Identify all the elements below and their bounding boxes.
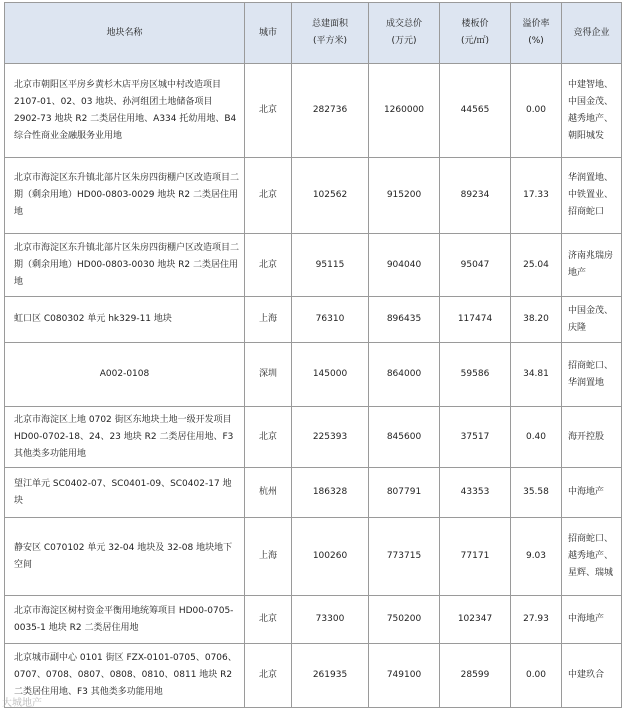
table-row xyxy=(5,407,622,468)
cell-premium: 0.40 xyxy=(511,407,562,468)
cell-premium: 25.04 xyxy=(511,234,562,297)
cell-city: 杭州 xyxy=(245,468,292,518)
cell-winner: 中建智地、中国金茂、越秀地产、朝阳城发 xyxy=(562,64,622,158)
header-area: 总建面积 (平方米) xyxy=(292,3,369,64)
cell-area: 145000 xyxy=(292,343,369,407)
cell-price: 749100 xyxy=(369,644,440,708)
cell-name: 北京市海淀区东升镇北部片区朱房四街棚户区改造项目二期（剩余用地）HD00-0803-0029 地块 R2 二类居住用地 xyxy=(5,158,245,234)
cell-city: 北京 xyxy=(245,158,292,234)
cell-name: 静安区 C070102 单元 32-04 地块及 32-08 地块地下空间 xyxy=(5,518,245,596)
cell-area: 102562 xyxy=(292,158,369,234)
cell-winner: 中国金茂、庆隆 xyxy=(562,297,622,343)
cell-city: 北京 xyxy=(245,407,292,468)
cell-winner: 海开控股 xyxy=(562,407,622,468)
cell-floor-price: 43353 xyxy=(440,468,511,518)
header-winner: 竞得企业 xyxy=(562,3,622,64)
cell-name: 北京市海淀区上地 0702 街区东地块土地一级开发项目 HD00-0702-18、24、23 地块 R2 二类居住用地、F3 其他类多功能用地 xyxy=(5,407,245,468)
cell-floor-price: 117474 xyxy=(440,297,511,343)
header-row xyxy=(5,3,622,64)
cell-premium: 0.00 xyxy=(511,64,562,158)
cell-premium: 0.00 xyxy=(511,644,562,708)
cell-area: 73300 xyxy=(292,596,369,644)
cell-price: 904040 xyxy=(369,234,440,297)
cell-area: 95115 xyxy=(292,234,369,297)
cell-floor-price: 59586 xyxy=(440,343,511,407)
cell-price: 896435 xyxy=(369,297,440,343)
cell-area: 225393 xyxy=(292,407,369,468)
table-row xyxy=(5,343,622,407)
cell-city: 上海 xyxy=(245,518,292,596)
cell-floor-price: 44565 xyxy=(440,64,511,158)
cell-city: 上海 xyxy=(245,297,292,343)
cell-area: 76310 xyxy=(292,297,369,343)
cell-price: 807791 xyxy=(369,468,440,518)
cell-name: A002-0108 xyxy=(5,343,245,407)
cell-name: 望江单元 SC0402-07、SC0401-09、SC0402-17 地块 xyxy=(5,468,245,518)
cell-premium: 27.93 xyxy=(511,596,562,644)
cell-price: 845600 xyxy=(369,407,440,468)
cell-area: 186328 xyxy=(292,468,369,518)
cell-name: 北京市海淀区树村资金平衡用地统筹项目 HD00-0705-0035-1 地块 R2 二类居住用地 xyxy=(5,596,245,644)
cell-floor-price: 37517 xyxy=(440,407,511,468)
header-floor-price: 楼板价 (元/㎡) xyxy=(440,3,511,64)
cell-area: 261935 xyxy=(292,644,369,708)
cell-floor-price: 102347 xyxy=(440,596,511,644)
cell-city: 北京 xyxy=(245,64,292,158)
header-name: 地块名称 xyxy=(5,3,245,64)
cell-city: 北京 xyxy=(245,644,292,708)
cell-floor-price: 77171 xyxy=(440,518,511,596)
cell-price: 750200 xyxy=(369,596,440,644)
cell-winner: 中海地产 xyxy=(562,468,622,518)
header-city: 城市 xyxy=(245,3,292,64)
cell-winner: 华润置地、中铁置业、招商蛇口 xyxy=(562,158,622,234)
header-premium: 溢价率 (%) xyxy=(511,3,562,64)
cell-city: 北京 xyxy=(245,596,292,644)
cell-winner: 招商蛇口、华润置地 xyxy=(562,343,622,407)
cell-price: 864000 xyxy=(369,343,440,407)
cell-price: 915200 xyxy=(369,158,440,234)
table-row xyxy=(5,468,622,518)
table-row xyxy=(5,234,622,297)
cell-area: 282736 xyxy=(292,64,369,158)
cell-floor-price: 95047 xyxy=(440,234,511,297)
cell-price: 773715 xyxy=(369,518,440,596)
cell-city: 深圳 xyxy=(245,343,292,407)
cell-winner: 济南兆瑞房地产 xyxy=(562,234,622,297)
land-deals-table xyxy=(4,2,622,708)
cell-city: 北京 xyxy=(245,234,292,297)
cell-floor-price: 89234 xyxy=(440,158,511,234)
cell-name: 北京市海淀区东升镇北部片区朱房四街棚户区改造项目二期（剩余用地）HD00-0803-0030 地块 R2 二类居住用地 xyxy=(5,234,245,297)
table-row xyxy=(5,158,622,234)
cell-name: 北京市朝阳区平房乡黄杉木店平房区城中村改造项目 2107-01、02、03 地块、孙河组团土地储备项目 2902-73 地块 R2 二类居住用地、A334 托幼用地、B4 综合性商业金融服务业用地 xyxy=(5,64,245,158)
table-row xyxy=(5,518,622,596)
cell-premium: 38.20 xyxy=(511,297,562,343)
cell-premium: 34.81 xyxy=(511,343,562,407)
watermark: 大城地产 xyxy=(2,698,42,709)
cell-premium: 35.58 xyxy=(511,468,562,518)
table-row xyxy=(5,64,622,158)
cell-premium: 9.03 xyxy=(511,518,562,596)
table-row xyxy=(5,596,622,644)
table-row xyxy=(5,644,622,708)
cell-area: 100260 xyxy=(292,518,369,596)
cell-floor-price: 28599 xyxy=(440,644,511,708)
cell-winner: 中海地产 xyxy=(562,596,622,644)
cell-price: 1260000 xyxy=(369,64,440,158)
cell-winner: 中建玖合 xyxy=(562,644,622,708)
table-row xyxy=(5,297,622,343)
cell-name: 虹口区 C080302 单元 hk329-11 地块 xyxy=(5,297,245,343)
cell-name: 北京城市副中心 0101 街区 FZX-0101-0705、0706、0707、0708、0807、0808、0810、0811 地块 R2 二类居住用地、F3 其他类多功能用地 xyxy=(5,644,245,708)
cell-premium: 17.33 xyxy=(511,158,562,234)
cell-winner: 招商蛇口、越秀地产、星辉、瑞城 xyxy=(562,518,622,596)
header-price: 成交总价 (万元) xyxy=(369,3,440,64)
